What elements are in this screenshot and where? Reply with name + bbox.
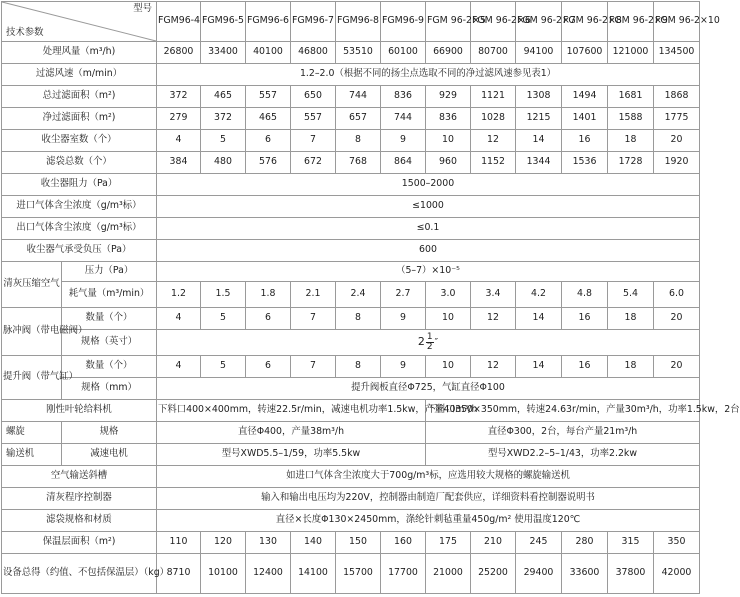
model-header: FGM 96-2×10 <box>654 2 700 42</box>
value-cell: 12400 <box>246 554 291 594</box>
row-label: 保温层面积（m²) <box>2 532 157 554</box>
merged-value-cell: （5–7）×10⁻⁵ <box>157 262 700 282</box>
merged-value-cell: 输入和输出电压均为220V，控制器由制造厂配套供应，详细资料看控制器说明书 <box>157 488 700 510</box>
group-label-pulse-valve: 脉冲阀（带电磁阀） <box>2 308 62 356</box>
value-cell: 4.8 <box>562 282 608 308</box>
fraction-numerator: 1 <box>426 332 433 342</box>
value-cell: 12 <box>471 308 516 330</box>
row-weight <box>2 554 700 594</box>
param-header-label: 技术参数 <box>6 27 44 39</box>
model-header: FGM96-6 <box>246 2 291 42</box>
value-cell: 53510 <box>336 42 381 64</box>
merged-value-cell: 直径Φ300，2台，每台产量21m³/h <box>426 422 700 444</box>
row-label: 收尘器室数（个） <box>2 130 157 152</box>
merged-value-cell: 如进口气体含尘浓度大于700g/m³标，应选用较大规格的螺旋输送机 <box>157 466 700 488</box>
row-cleaning-pressure <box>2 262 700 282</box>
value-cell: 744 <box>381 108 426 130</box>
value-cell: 46800 <box>291 42 336 64</box>
value-cell: 465 <box>201 86 246 108</box>
row-lift-spec <box>2 378 700 400</box>
value-cell: 210 <box>471 532 516 554</box>
value-cell: 14 <box>516 356 562 378</box>
value-cell: 4 <box>157 308 201 330</box>
row-insulation-area <box>2 532 700 554</box>
row-bags <box>2 152 700 174</box>
value-cell: 1308 <box>516 86 562 108</box>
model-header: FGM96-5 <box>201 2 246 42</box>
row-label: 设备总得（约值、不包括保温层）（kg） <box>2 554 157 594</box>
value-cell: 60100 <box>381 42 426 64</box>
group-label-screw-1: 螺旋 <box>2 422 62 444</box>
row-controller <box>2 488 700 510</box>
value-cell: 25200 <box>471 554 516 594</box>
merged-value-cell: 型号XWD2.2–5–1/43，功率2.2kw <box>426 444 700 466</box>
value-cell: 4.2 <box>516 282 562 308</box>
merged-value-cell: ≤0.1 <box>157 218 700 240</box>
value-cell: 1.2 <box>157 282 201 308</box>
row-pulse-spec <box>2 330 700 356</box>
value-cell: 16 <box>562 130 608 152</box>
model-header: FGM96-7 <box>291 2 336 42</box>
value-cell: 245 <box>516 532 562 554</box>
row-rotary-feeder <box>2 400 700 422</box>
value-cell: 5 <box>201 356 246 378</box>
value-cell: 20 <box>654 308 700 330</box>
value-cell: 12 <box>471 356 516 378</box>
row-negative-pressure <box>2 240 700 262</box>
value-cell: 384 <box>157 152 201 174</box>
value-cell: 8710 <box>157 554 201 594</box>
value-cell: 864 <box>381 152 426 174</box>
row-filter-speed <box>2 64 700 86</box>
group-label-lift-valve: 提升阀（带气缸） <box>2 356 62 400</box>
value-cell: 1344 <box>516 152 562 174</box>
value-cell: 7 <box>291 130 336 152</box>
value-cell: 1775 <box>654 108 700 130</box>
value-cell: 12 <box>471 130 516 152</box>
row-net-area <box>2 108 700 130</box>
value-cell: 280 <box>562 532 608 554</box>
value-cell: 672 <box>291 152 336 174</box>
value-cell: 372 <box>201 108 246 130</box>
model-header: FGM 96-2×8 <box>562 2 608 42</box>
value-cell: 130 <box>246 532 291 554</box>
row-screw-motor <box>2 444 700 466</box>
row-label: 空气输送斜槽 <box>2 466 157 488</box>
value-cell: 5 <box>201 130 246 152</box>
value-cell: 17700 <box>381 554 426 594</box>
value-cell: 160 <box>381 532 426 554</box>
value-cell: 7 <box>291 356 336 378</box>
value-cell: 80700 <box>471 42 516 64</box>
value-cell: 18 <box>608 130 654 152</box>
merged-value-cell: 下料口350×350mm，转速24.63r/min，产量30m³/h，功率1.5kw，2台 <box>426 400 700 422</box>
value-cell: 1728 <box>608 152 654 174</box>
value-cell: 836 <box>426 108 471 130</box>
value-cell: 10100 <box>201 554 246 594</box>
value-cell: 2.7 <box>381 282 426 308</box>
merged-value-cell: 直径Φ400，产量38m³/h <box>157 422 426 444</box>
value-cell: 3.0 <box>426 282 471 308</box>
value-cell: 33400 <box>201 42 246 64</box>
value-cell: 110 <box>157 532 201 554</box>
value-cell: 8 <box>336 356 381 378</box>
spec-table-page <box>0 1 740 597</box>
row-label: 耗气量（m³/min） <box>62 282 157 308</box>
model-header: FGM96-4 <box>157 2 201 42</box>
value-cell: 1494 <box>562 86 608 108</box>
value-cell: 6 <box>246 308 291 330</box>
row-label: 进口气体含尘浓度（g/m³标） <box>2 196 157 218</box>
value-cell: 16 <box>562 308 608 330</box>
value-cell: 26800 <box>157 42 201 64</box>
row-label: 过滤风速（m/min） <box>2 64 157 86</box>
value-cell: 5 <box>201 308 246 330</box>
row-label: 压力（Pa） <box>62 262 157 282</box>
pulse-spec-whole: 2 <box>417 335 425 348</box>
value-cell: 7 <box>291 308 336 330</box>
row-label: 出口气体含尘浓度（g/m³标） <box>2 218 157 240</box>
value-cell: 1152 <box>471 152 516 174</box>
value-cell: 1401 <box>562 108 608 130</box>
model-header: FGM96-8 <box>336 2 381 42</box>
value-cell: 2.4 <box>336 282 381 308</box>
value-cell: 94100 <box>516 42 562 64</box>
corner-cell <box>2 2 157 42</box>
value-cell: 315 <box>608 532 654 554</box>
value-cell: 14 <box>516 130 562 152</box>
model-header: FGM 96-2×5 <box>426 2 471 42</box>
value-cell: 744 <box>336 86 381 108</box>
value-cell: 1681 <box>608 86 654 108</box>
group-label-cleaning: 清灰压缩空气 <box>2 262 62 308</box>
value-cell: 1536 <box>562 152 608 174</box>
value-cell: 107600 <box>562 42 608 64</box>
value-cell: 18 <box>608 308 654 330</box>
row-cleaning-consumption <box>2 282 700 308</box>
value-cell: 121000 <box>608 42 654 64</box>
value-cell: 18 <box>608 356 654 378</box>
row-resistance <box>2 174 700 196</box>
value-cell: 8 <box>336 308 381 330</box>
row-label: 规格（mm） <box>62 378 157 400</box>
value-cell: 140 <box>291 532 336 554</box>
value-cell: 8 <box>336 130 381 152</box>
model-header-label: 型号 <box>133 3 152 14</box>
group-label-screw-2: 输送机 <box>2 444 62 466</box>
value-cell: 2.1 <box>291 282 336 308</box>
row-label: 总过滤面积（m²) <box>2 86 157 108</box>
value-cell: 1920 <box>654 152 700 174</box>
value-cell: 6 <box>246 130 291 152</box>
value-cell: 5.4 <box>608 282 654 308</box>
spec-table <box>1 1 740 594</box>
value-cell: 372 <box>157 86 201 108</box>
value-cell: 929 <box>426 86 471 108</box>
merged-value-cell: 直径×长度Φ130×2450mm，涤纶针刺毡重量450g/m² 使用温度120℃ <box>157 510 700 532</box>
value-cell: 557 <box>291 108 336 130</box>
row-chambers <box>2 130 700 152</box>
value-cell: 465 <box>246 108 291 130</box>
model-header: FGM96-9 <box>381 2 426 42</box>
row-pulse-count <box>2 308 700 330</box>
model-header: FGM 96-2×7 <box>516 2 562 42</box>
value-cell: 960 <box>426 152 471 174</box>
row-label: 滤袋总数（个） <box>2 152 157 174</box>
value-cell: 1.5 <box>201 282 246 308</box>
value-cell: 120 <box>201 532 246 554</box>
value-cell: 480 <box>201 152 246 174</box>
value-cell: 20 <box>654 356 700 378</box>
value-cell: 10 <box>426 356 471 378</box>
value-cell: 1121 <box>471 86 516 108</box>
row-label: 规格 <box>62 422 157 444</box>
value-cell: 16 <box>562 356 608 378</box>
row-label: 收尘器阻力（Pa） <box>2 174 157 196</box>
pulse-spec-unit: ″ <box>434 337 439 348</box>
value-cell: 9 <box>381 308 426 330</box>
value-cell: 657 <box>336 108 381 130</box>
row-label: 减速电机 <box>62 444 157 466</box>
value-cell: 1588 <box>608 108 654 130</box>
value-cell: 29400 <box>516 554 562 594</box>
fraction-denominator: 2 <box>426 342 433 352</box>
value-cell: 175 <box>426 532 471 554</box>
value-cell: 1215 <box>516 108 562 130</box>
value-cell: 14100 <box>291 554 336 594</box>
row-bag-spec <box>2 510 700 532</box>
merged-value-cell: 1.2–2.0（根据不同的扬尘点选取不同的净过滤风速参见表1） <box>157 64 700 86</box>
merged-value-cell: 600 <box>157 240 700 262</box>
value-cell: 650 <box>291 86 336 108</box>
row-label: 数量（个） <box>62 308 157 330</box>
model-header: FGM 96-2×6 <box>471 2 516 42</box>
value-cell: 836 <box>381 86 426 108</box>
value-cell: 576 <box>246 152 291 174</box>
value-cell: 21000 <box>426 554 471 594</box>
merged-value-cell <box>157 330 700 356</box>
merged-value-cell: 提升阀板直径Φ725，气缸直径Φ100 <box>157 378 700 400</box>
value-cell: 9 <box>381 130 426 152</box>
value-cell: 6 <box>246 356 291 378</box>
value-cell: 768 <box>336 152 381 174</box>
merged-value-cell: ≤1000 <box>157 196 700 218</box>
value-cell: 279 <box>157 108 201 130</box>
row-label: 处理风量（m³/h) <box>2 42 157 64</box>
merged-value-cell: 下料口400×400mm，转速22.5r/min，减速电机功率1.5kw，产量40m³/h <box>157 400 426 422</box>
value-cell: 134500 <box>654 42 700 64</box>
row-label: 数量（个） <box>62 356 157 378</box>
row-lift-count <box>2 356 700 378</box>
row-label: 刚性叶轮给料机 <box>2 400 157 422</box>
row-label: 收尘器气承受负压（Pa） <box>2 240 157 262</box>
value-cell: 10 <box>426 130 471 152</box>
value-cell: 1.8 <box>246 282 291 308</box>
row-label: 规格（英寸） <box>62 330 157 356</box>
row-screw-spec <box>2 422 700 444</box>
row-air-volume <box>2 42 700 64</box>
value-cell: 15700 <box>336 554 381 594</box>
value-cell: 557 <box>246 86 291 108</box>
value-cell: 6.0 <box>654 282 700 308</box>
value-cell: 10 <box>426 308 471 330</box>
value-cell: 350 <box>654 532 700 554</box>
row-outlet-dust <box>2 218 700 240</box>
merged-value-cell: 1500–2000 <box>157 174 700 196</box>
value-cell: 150 <box>336 532 381 554</box>
value-cell: 9 <box>381 356 426 378</box>
value-cell: 66900 <box>426 42 471 64</box>
value-cell: 4 <box>157 356 201 378</box>
value-cell: 4 <box>157 130 201 152</box>
merged-value-cell: 型号XWD5.5–1/59，功率5.5kw <box>157 444 426 466</box>
row-air-conveyor <box>2 466 700 488</box>
row-label: 滤袋规格和材质 <box>2 510 157 532</box>
value-cell: 20 <box>654 130 700 152</box>
value-cell: 1868 <box>654 86 700 108</box>
row-total-area <box>2 86 700 108</box>
row-inlet-dust <box>2 196 700 218</box>
pulse-spec-fraction <box>426 333 434 352</box>
row-label: 清灰程序控制器 <box>2 488 157 510</box>
header-row <box>2 2 700 42</box>
value-cell: 40100 <box>246 42 291 64</box>
value-cell: 1028 <box>471 108 516 130</box>
value-cell: 33600 <box>562 554 608 594</box>
value-cell: 37800 <box>608 554 654 594</box>
value-cell: 14 <box>516 308 562 330</box>
value-cell: 42000 <box>654 554 700 594</box>
model-header: FGM 96-2×9 <box>608 2 654 42</box>
value-cell: 3.4 <box>471 282 516 308</box>
row-label: 净过滤面积（m²) <box>2 108 157 130</box>
